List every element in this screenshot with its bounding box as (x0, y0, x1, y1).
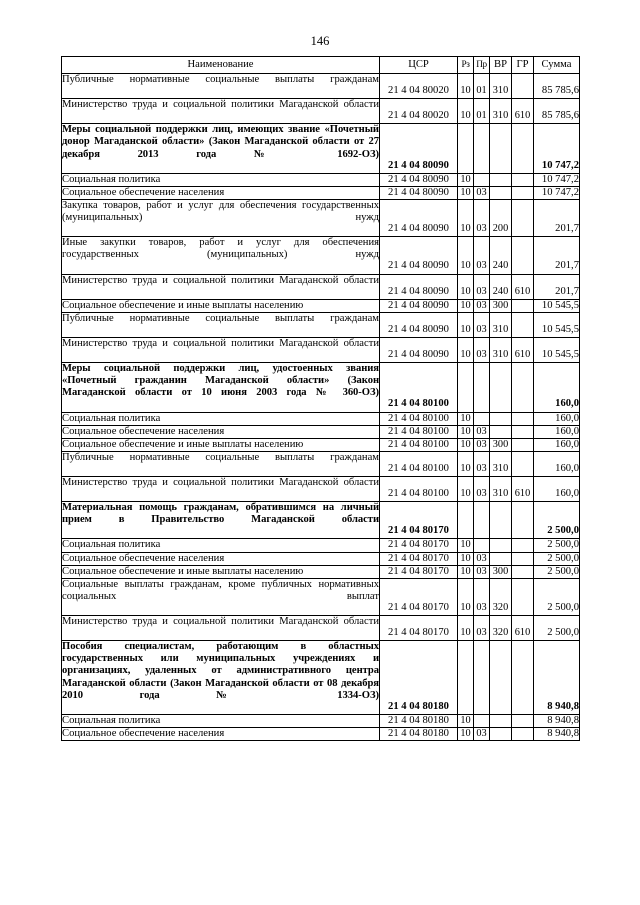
cell-rz (458, 641, 474, 715)
cell-csr: 21 4 04 80180 (380, 714, 458, 727)
cell-csr: 21 4 04 80100 (380, 425, 458, 438)
table-row (62, 299, 580, 312)
cell-vr (490, 124, 512, 173)
cell-gr (512, 312, 534, 337)
cell-name: Публичные нормативные социальные выплаты гражданам (62, 74, 380, 99)
cell-rz: 10 (458, 199, 474, 236)
cell-vr: 240 (490, 237, 512, 274)
cell-rz: 10 (458, 578, 474, 615)
cell-csr: 21 4 04 80090 (380, 312, 458, 337)
cell-csr: 21 4 04 80090 (380, 124, 458, 173)
cell-pr (474, 363, 490, 412)
cell-sum: 201,7 (534, 199, 580, 236)
cell-name: Пособия специалистам, работающим в областных государственных или муниципальных учреждениях и организациях, удаленных от административного центра Магаданской области (Закон Магаданской области от 08 декабря 2010 года № 1334-ОЗ) (62, 641, 380, 715)
cell-sum: 160,0 (534, 425, 580, 438)
table-row (62, 438, 580, 451)
cell-rz (458, 124, 474, 173)
cell-vr (490, 539, 512, 552)
cell-pr: 03 (474, 578, 490, 615)
cell-csr: 21 4 04 80020 (380, 74, 458, 99)
cell-rz: 10 (458, 565, 474, 578)
cell-rz: 10 (458, 299, 474, 312)
cell-gr (512, 74, 534, 99)
cell-vr (490, 714, 512, 727)
cell-pr: 03 (474, 477, 490, 502)
cell-csr: 21 4 04 80170 (380, 616, 458, 641)
cell-sum: 201,7 (534, 274, 580, 299)
cell-sum: 160,0 (534, 363, 580, 412)
cell-pr (474, 641, 490, 715)
cell-vr: 240 (490, 274, 512, 299)
table-row (62, 451, 580, 476)
table-row (62, 124, 580, 173)
cell-gr (512, 565, 534, 578)
cell-gr (512, 578, 534, 615)
cell-sum: 10 545,5 (534, 299, 580, 312)
cell-name: Социальное обеспечение населения (62, 186, 380, 199)
cell-pr: 03 (474, 337, 490, 362)
cell-name: Министерство труда и социальной политики Магаданской области (62, 616, 380, 641)
cell-sum: 201,7 (534, 237, 580, 274)
cell-rz: 10 (458, 186, 474, 199)
cell-pr: 03 (474, 451, 490, 476)
cell-csr: 21 4 04 80170 (380, 565, 458, 578)
cell-gr (512, 124, 534, 173)
table-body (62, 74, 580, 741)
cell-rz: 10 (458, 237, 474, 274)
cell-csr: 21 4 04 80100 (380, 412, 458, 425)
cell-name: Социальное обеспечение населения (62, 425, 380, 438)
cell-vr (490, 363, 512, 412)
cell-sum: 85 785,6 (534, 99, 580, 124)
column-header-rz: Рз (458, 57, 474, 74)
table-header (62, 57, 580, 74)
cell-gr (512, 727, 534, 740)
cell-vr: 310 (490, 337, 512, 362)
cell-name: Социальное обеспечение и иные выплаты населению (62, 565, 380, 578)
cell-csr: 21 4 04 80090 (380, 299, 458, 312)
cell-name: Министерство труда и социальной политики Магаданской области (62, 99, 380, 124)
cell-pr: 03 (474, 565, 490, 578)
cell-pr: 01 (474, 74, 490, 99)
cell-gr (512, 237, 534, 274)
cell-gr (512, 299, 534, 312)
column-header-pr: Пр (474, 57, 490, 74)
cell-sum: 160,0 (534, 412, 580, 425)
cell-pr (474, 502, 490, 539)
table-row (62, 565, 580, 578)
table-row (62, 539, 580, 552)
table-row (62, 237, 580, 274)
cell-rz: 10 (458, 727, 474, 740)
cell-csr: 21 4 04 80170 (380, 502, 458, 539)
table-row (62, 412, 580, 425)
table-row (62, 337, 580, 362)
cell-csr: 21 4 04 80090 (380, 237, 458, 274)
cell-name: Социальная политика (62, 714, 380, 727)
table-row (62, 616, 580, 641)
page-number: 146 (310, 34, 330, 48)
cell-gr (512, 425, 534, 438)
cell-sum: 10 747,2 (534, 173, 580, 186)
table-row (62, 578, 580, 615)
cell-pr (474, 539, 490, 552)
cell-rz (458, 502, 474, 539)
cell-sum: 2 500,0 (534, 502, 580, 539)
column-header-vr: ВР (490, 57, 512, 74)
cell-name: Иные закупки товаров, работ и услуг для обеспечения государственных (муниципальных) нужд (62, 237, 380, 274)
cell-csr: 21 4 04 80100 (380, 438, 458, 451)
cell-pr: 03 (474, 274, 490, 299)
cell-vr: 320 (490, 616, 512, 641)
column-header-csr: ЦСР (380, 57, 458, 74)
cell-rz: 10 (458, 173, 474, 186)
cell-rz: 10 (458, 425, 474, 438)
cell-gr (512, 641, 534, 715)
cell-pr: 03 (474, 438, 490, 451)
cell-sum: 2 500,0 (534, 539, 580, 552)
cell-vr: 200 (490, 199, 512, 236)
cell-sum: 10 545,5 (534, 312, 580, 337)
cell-sum: 160,0 (534, 438, 580, 451)
table-row (62, 502, 580, 539)
cell-name: Социальное обеспечение и иные выплаты населению (62, 438, 380, 451)
cell-vr: 310 (490, 312, 512, 337)
cell-rz: 10 (458, 451, 474, 476)
cell-vr (490, 552, 512, 565)
table-row (62, 186, 580, 199)
cell-rz: 10 (458, 438, 474, 451)
cell-vr (490, 173, 512, 186)
cell-gr (512, 173, 534, 186)
cell-vr: 300 (490, 565, 512, 578)
cell-rz: 10 (458, 74, 474, 99)
cell-csr: 21 4 04 80170 (380, 539, 458, 552)
cell-vr: 310 (490, 477, 512, 502)
cell-sum: 8 940,8 (534, 641, 580, 715)
cell-csr: 21 4 04 80100 (380, 363, 458, 412)
cell-csr: 21 4 04 80020 (380, 99, 458, 124)
cell-pr: 01 (474, 99, 490, 124)
cell-name: Социальное обеспечение населения (62, 727, 380, 740)
cell-vr (490, 412, 512, 425)
budget-table-container (61, 56, 579, 741)
cell-name: Социальная политика (62, 173, 380, 186)
cell-csr: 21 4 04 80090 (380, 337, 458, 362)
table-row (62, 552, 580, 565)
cell-gr (512, 199, 534, 236)
cell-name: Публичные нормативные социальные выплаты гражданам (62, 451, 380, 476)
cell-sum: 8 940,8 (534, 714, 580, 727)
cell-rz: 10 (458, 616, 474, 641)
table-row (62, 312, 580, 337)
cell-sum: 85 785,6 (534, 74, 580, 99)
cell-sum: 10 545,5 (534, 337, 580, 362)
cell-sum: 160,0 (534, 477, 580, 502)
cell-name: Меры социальной поддержки лиц, имеющих звание «Почетный донор Магаданской области» (Закон Магаданской области от 27 декабря 2013 года № 1692-ОЗ) (62, 124, 380, 173)
cell-gr (512, 363, 534, 412)
cell-vr: 310 (490, 74, 512, 99)
cell-name: Материальная помощь гражданам, обратившимся на личный прием в Правительство Магаданской области (62, 502, 380, 539)
cell-name: Закупка товаров, работ и услуг для обеспечения государственных (муниципальных) нужд (62, 199, 380, 236)
table-header-row (62, 57, 580, 74)
table-row (62, 274, 580, 299)
table-row (62, 641, 580, 715)
cell-name: Министерство труда и социальной политики Магаданской области (62, 274, 380, 299)
cell-pr: 03 (474, 425, 490, 438)
cell-pr: 03 (474, 727, 490, 740)
cell-sum: 160,0 (534, 451, 580, 476)
cell-vr: 310 (490, 451, 512, 476)
cell-gr (512, 552, 534, 565)
cell-vr (490, 186, 512, 199)
cell-vr: 300 (490, 299, 512, 312)
cell-csr: 21 4 04 80090 (380, 173, 458, 186)
cell-rz (458, 363, 474, 412)
table-row (62, 477, 580, 502)
cell-gr: 610 (512, 337, 534, 362)
cell-vr (490, 727, 512, 740)
cell-gr (512, 451, 534, 476)
table-row (62, 425, 580, 438)
cell-rz: 10 (458, 274, 474, 299)
cell-name: Социальное обеспечение населения (62, 552, 380, 565)
cell-gr (512, 714, 534, 727)
cell-csr: 21 4 04 80180 (380, 641, 458, 715)
table-row (62, 173, 580, 186)
cell-csr: 21 4 04 80090 (380, 186, 458, 199)
cell-vr (490, 641, 512, 715)
cell-pr: 03 (474, 237, 490, 274)
cell-pr: 03 (474, 199, 490, 236)
cell-pr: 03 (474, 299, 490, 312)
cell-rz: 10 (458, 539, 474, 552)
cell-pr (474, 412, 490, 425)
cell-sum: 10 747,2 (534, 124, 580, 173)
cell-rz: 10 (458, 412, 474, 425)
cell-pr (474, 124, 490, 173)
table-row (62, 363, 580, 412)
cell-vr (490, 502, 512, 539)
column-header-gr: ГР (512, 57, 534, 74)
cell-gr: 610 (512, 274, 534, 299)
cell-rz: 10 (458, 552, 474, 565)
cell-name: Меры социальной поддержки лиц, удостоенных звания «Почетный гражданин Магаданской области» (Закон Магаданской области от 10 июня 2003 года № 360-ОЗ) (62, 363, 380, 412)
cell-vr (490, 425, 512, 438)
cell-gr (512, 412, 534, 425)
cell-sum: 2 500,0 (534, 578, 580, 615)
cell-csr: 21 4 04 80090 (380, 199, 458, 236)
cell-name: Публичные нормативные социальные выплаты гражданам (62, 312, 380, 337)
cell-vr: 310 (490, 99, 512, 124)
column-header-sum: Сумма (534, 57, 580, 74)
cell-gr: 610 (512, 99, 534, 124)
cell-name: Социальные выплаты гражданам, кроме публичных нормативных социальных выплат (62, 578, 380, 615)
cell-pr (474, 173, 490, 186)
cell-vr: 320 (490, 578, 512, 615)
cell-name: Социальная политика (62, 539, 380, 552)
cell-name: Министерство труда и социальной политики Магаданской области (62, 337, 380, 362)
table-row (62, 714, 580, 727)
cell-rz: 10 (458, 714, 474, 727)
cell-csr: 21 4 04 80090 (380, 274, 458, 299)
table-row (62, 727, 580, 740)
budget-table (61, 56, 580, 741)
cell-name: Министерство труда и социальной политики Магаданской области (62, 477, 380, 502)
cell-sum: 2 500,0 (534, 565, 580, 578)
cell-rz: 10 (458, 337, 474, 362)
cell-pr: 03 (474, 186, 490, 199)
cell-name: Социальное обеспечение и иные выплаты населению (62, 299, 380, 312)
cell-vr: 300 (490, 438, 512, 451)
cell-name: Социальная политика (62, 412, 380, 425)
table-row (62, 74, 580, 99)
cell-sum: 10 747,2 (534, 186, 580, 199)
table-row (62, 199, 580, 236)
cell-gr: 610 (512, 616, 534, 641)
cell-sum: 2 500,0 (534, 552, 580, 565)
cell-csr: 21 4 04 80170 (380, 578, 458, 615)
cell-rz: 10 (458, 99, 474, 124)
column-header-name: Наименование (62, 57, 380, 74)
cell-sum: 2 500,0 (534, 616, 580, 641)
cell-csr: 21 4 04 80180 (380, 727, 458, 740)
cell-csr: 21 4 04 80100 (380, 451, 458, 476)
cell-pr (474, 714, 490, 727)
cell-pr: 03 (474, 312, 490, 337)
cell-csr: 21 4 04 80100 (380, 477, 458, 502)
cell-rz: 10 (458, 477, 474, 502)
cell-sum: 8 940,8 (534, 727, 580, 740)
cell-gr (512, 502, 534, 539)
cell-gr: 610 (512, 477, 534, 502)
cell-pr: 03 (474, 552, 490, 565)
cell-gr (512, 186, 534, 199)
cell-rz: 10 (458, 312, 474, 337)
cell-csr: 21 4 04 80170 (380, 552, 458, 565)
cell-gr (512, 438, 534, 451)
table-row (62, 99, 580, 124)
cell-gr (512, 539, 534, 552)
cell-pr: 03 (474, 616, 490, 641)
